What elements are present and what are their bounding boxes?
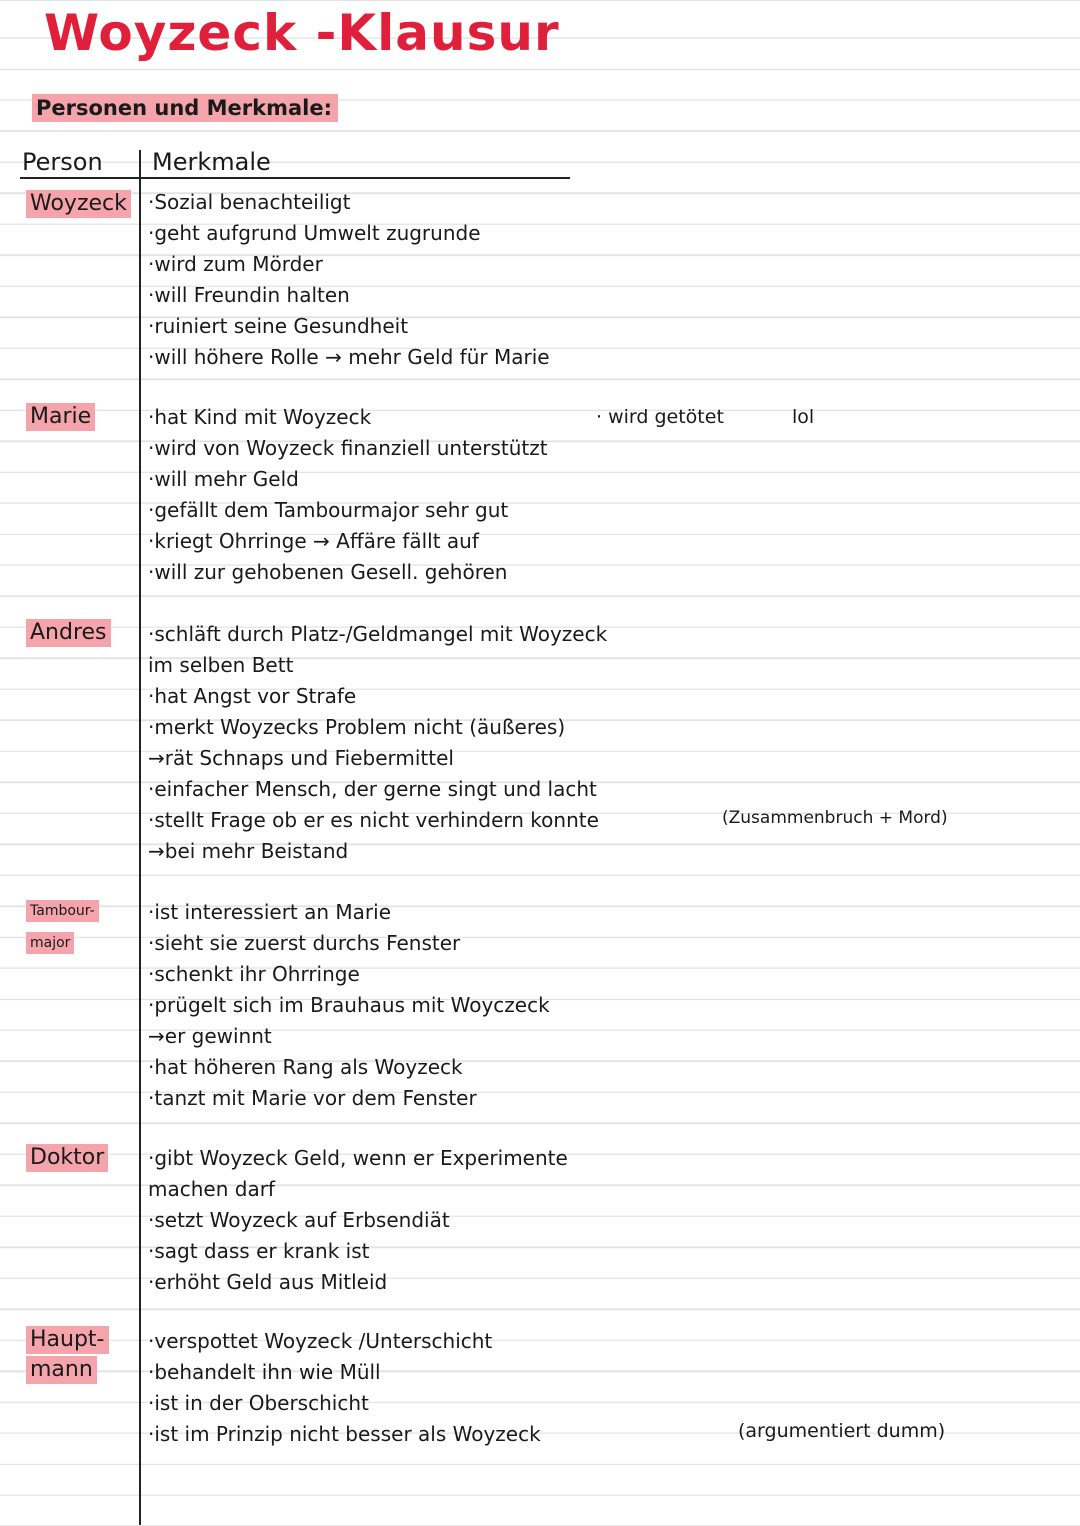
- list-item: ·behandelt ihn wie Müll: [148, 1360, 381, 1384]
- person-label-andres: Andres: [26, 619, 111, 647]
- list-item: ·erhöht Geld aus Mitleid: [148, 1270, 388, 1294]
- list-item: ·ist interessiert an Marie: [148, 900, 392, 924]
- list-item: ·wird von Woyzeck finanziell unterstützt: [148, 436, 548, 460]
- traits-woyzeck: [148, 187, 550, 373]
- traits-doktor: [148, 1143, 568, 1298]
- list-item: ·ruiniert seine Gesundheit: [148, 314, 409, 338]
- person-label-hauptmann-line1: Haupt-: [26, 1326, 109, 1354]
- side-note-marie: · wird getötet: [596, 406, 724, 428]
- list-item: ·prügelt sich im Brauhaus mit Woyczeck: [148, 993, 550, 1017]
- side-note-hauptmann: (argumentiert dumm): [738, 1420, 946, 1442]
- list-item: ·will Freundin halten: [148, 283, 350, 307]
- header-divider: [20, 177, 570, 179]
- list-item: ·ist im Prinzip nicht besser als Woyzeck: [148, 1422, 541, 1446]
- person-label-tambourmajor-line2: major: [26, 932, 74, 954]
- list-item: ·will höhere Rolle → mehr Geld für Marie: [148, 345, 550, 369]
- person-label-tambourmajor-line1: Tambour-: [26, 900, 99, 922]
- list-item: ·ist in der Oberschicht: [148, 1391, 369, 1415]
- list-item: ·gibt Woyzeck Geld, wenn er Experimente: [148, 1146, 568, 1170]
- list-item: ·tanzt mit Marie vor dem Fenster: [148, 1086, 477, 1110]
- list-item: ·sieht sie zuerst durchs Fenster: [148, 931, 461, 955]
- list-item: ·einfacher Mensch, der gerne singt und lacht: [148, 777, 597, 801]
- person-label-doktor: Doktor: [26, 1144, 108, 1172]
- list-item: ·Sozial benachteiligt: [148, 190, 351, 214]
- person-label-hauptmann-line2: mann: [26, 1356, 97, 1384]
- list-item: ·gefällt dem Tambourmajor sehr gut: [148, 498, 509, 522]
- list-item: ·hat Angst vor Strafe: [148, 684, 357, 708]
- traits-marie: [148, 402, 548, 588]
- side-note-andres: (Zusammenbruch + Mord): [722, 808, 948, 828]
- list-item: ·kriegt Ohrringe → Affäre fällt auf: [148, 529, 479, 553]
- traits-hauptmann: [148, 1326, 541, 1450]
- person-label-marie: Marie: [26, 403, 95, 431]
- list-item: ·setzt Woyzeck auf Erbsendiät: [148, 1208, 450, 1232]
- list-item: ·schenkt ihr Ohrringe: [148, 962, 360, 986]
- list-item: ·verspottet Woyzeck /Unterschicht: [148, 1329, 493, 1353]
- column-header-person: Person: [22, 148, 103, 176]
- list-item: ·hat Kind mit Woyzeck: [148, 405, 372, 429]
- traits-tambourmajor: [148, 897, 550, 1114]
- list-item: ·will zur gehobenen Gesell. gehören: [148, 560, 508, 584]
- list-item: ·will mehr Geld: [148, 467, 299, 491]
- list-item: →rät Schnaps und Fiebermittel: [148, 746, 454, 770]
- list-item: ·sagt dass er krank ist: [148, 1239, 370, 1263]
- list-item: im selben Bett: [148, 653, 294, 677]
- list-item: →bei mehr Beistand: [148, 839, 349, 863]
- list-item: ·merkt Woyzecks Problem nicht (äußeres): [148, 715, 566, 739]
- list-item: ·wird zum Mörder: [148, 252, 323, 276]
- section-heading: Personen und Merkmale:: [32, 94, 338, 122]
- list-item: ·hat höheren Rang als Woyzeck: [148, 1055, 463, 1079]
- list-item: machen darf: [148, 1177, 275, 1201]
- traits-andres: [148, 619, 607, 867]
- list-item: ·stellt Frage ob er es nicht verhindern konnte: [148, 808, 599, 832]
- list-item: →er gewinnt: [148, 1024, 272, 1048]
- list-item: ·geht aufgrund Umwelt zugrunde: [148, 221, 481, 245]
- page-title: Woyzeck -Klausur: [44, 4, 560, 62]
- side-note-marie-extra: lol: [792, 406, 815, 428]
- column-divider: [139, 150, 141, 1525]
- person-label-woyzeck: Woyzeck: [26, 190, 131, 218]
- column-header-merkmale: Merkmale: [152, 148, 271, 176]
- list-item: ·schläft durch Platz-/Geldmangel mit Woyzeck: [148, 622, 608, 646]
